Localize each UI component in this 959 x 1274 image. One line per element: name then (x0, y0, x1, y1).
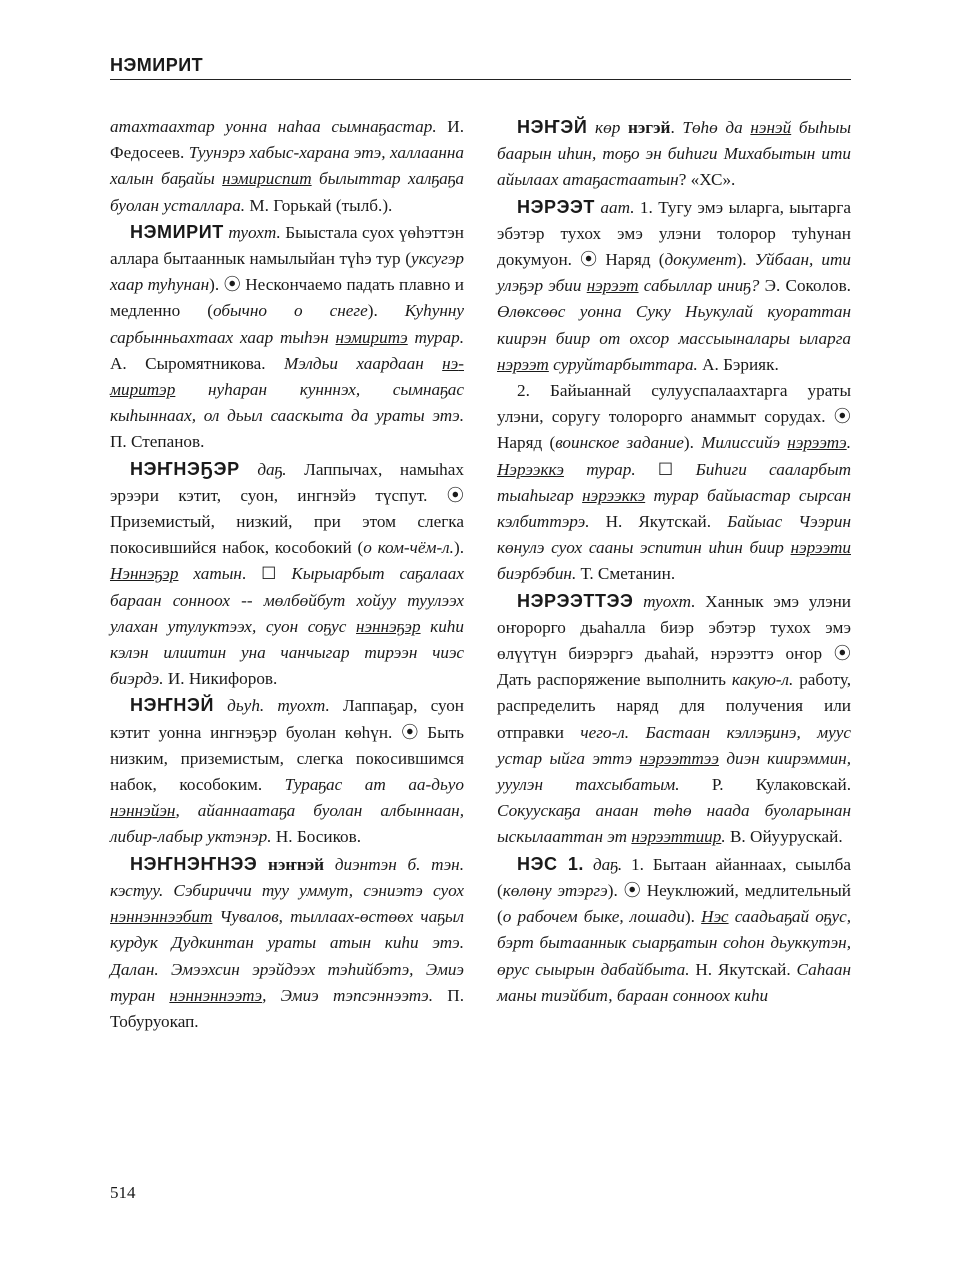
left-column (110, 114, 464, 1035)
headword: НЭҤНЭҤНЭЭ (130, 853, 258, 874)
entry-continuation: атахтаахтар уонна наһаа сымнаҕастар. И. Федосеев. Туунэрэ хабыс-харана этэ, халлааннa халын баҕайы нэмириспит былыттар халҕаҕа буолан усталлара. М. Горькай (тылб.). (110, 117, 465, 215)
headword: НЭРЭЭТ (517, 196, 596, 217)
entry-nes: НЭС 1. даҕ. 1. Бытаан айаннаах, сыылба (көлөну этэргэ). ⦿ Неуклюжий, медлительный (о рабочем быке, лошади). Нэс саадьаҕай оҕус, бэрт бытааннык сыарҕатын соһон дьуккутэн, өрус сыырын дабайбыта. Н. Якутскай. Саһаан маны тиэйбит, бараан сонноох киһи (497, 853, 851, 1005)
entry-nengnei: НЭҤНЭЙ дьуһ. туохт. Лаппаҕар, суон кэтит уонна ингнэҕэр буолан көһүн. ⦿ Быть низким, приземистым, слегка покосившимся набок, кособоким. Тураҕас ат аа-дьуо нэннэйэн, айаннаатаҕа буолан албыннаан, либир-лабыр уктэнэр. Н. Босиков. (110, 695, 464, 847)
headword: НЭҤНЭЙ (130, 695, 214, 716)
header-rule (110, 79, 851, 80)
entry-nengei: НЭҤЭЙ көр нэгэй. Төһө да нэнэй быһыы баарын иһин, тоҕо эн биһиги Михабытын ити айылаах атаҕастаатын? «ХС». (497, 117, 852, 190)
headword: НЭҤНЭҔЭР (130, 458, 240, 479)
entry-nereettee: НЭРЭЭТТЭЭ туохт. Ханнык эмэ улэни оҥорорго дьаһалла биэр эбэтэр тухох эмэ өлүүтүн биэрэргэ дьаһай, нэрээттэ оҥор ⦿ Дать распоряжение выполнить какую-л. работу, распределить наряд для получения или отправки чего-л. Бастаан кэллэҕинэ, муус устар ыйга эттэ нэрээттээ диэн киирэммин, ууулэн тахсыбатым. Р. Кулаковскай. Сокуускаҕа анаан төһө наада буоларынан ыскылааттан эт нэрээттиир. В. Ойуурускай. (497, 590, 852, 847)
headword: НЭС 1. (517, 853, 585, 874)
headword: НЭРЭЭТТЭЭ (517, 590, 634, 611)
page-number: 514 (110, 1183, 136, 1202)
entry-nereet-sense-2: 2. Байыаннай сулууспалаахтарга ураты улэни, соругу толорорго анаммыт сорудах. ⦿ Наряд (воинское задание). Милиссийэ нэрээтэ. Нэрээккэ турар. ☐ Биһиги сааларбыт тыаһыгар нэрээккэ турар байыастар сырсан кэлбиттэрэ. Н. Якутскай. Байыас Чээрин көнулэ суох сааны эспитин иһин биир нэрээти биэрбэбин. Т. Сметанин. (497, 381, 852, 584)
entry-nereet: НЭРЭЭТ аат. 1. Тугу эмэ ыларга, ыытарга эбэтэр тухох эмэ улэни толорор туһунан докумуон. ⦿ Наряд (документ). Уйбаан, ити улэҕэр эбии нэрээт сабыллар иниҕ? Э. Соколов. Өлөксөөс уонна Суку Ньукулай куораттан киирэн биир от охсор массыыналары ыларга нэрээт суруйтарбыттара. А. Бэрияк. (497, 196, 852, 374)
running-head: НЭМИРИТ (110, 55, 204, 75)
entry-nengnengnee: НЭҤНЭҤНЭЭ нэҥнэй диэнтэн б. тэн. кэстуу. Сэбириччи туу уммут, сэниэтэ суох нэннэннээбит Чувалов, тыллаах-өстөөх чаҕыл курдук Дудкинтан ураты атын киһи этэ. Далан. Эмээхсин эрэйдээх тэһийбэтэ, Эмиэ туран нэннэннээтэ, Эмиэ тэпсэннээтэ. П. Тобуруокап. (110, 853, 464, 1031)
right-column (497, 114, 851, 1009)
headword: НЭҤЭЙ (517, 117, 588, 137)
entry-nengneger: НЭҤНЭҔЭР даҕ. Лаппычах, намыһах эрээри кэтит, суон, ингнэйэ түспут. ⦿ Приземистый, низкий, при этом слегка покосившийся набок, кособокий (о ком-чём-л.). Нэннэҕэр хатын. ☐ Кырыарбыт саҕалаах бараан сонноох -- мөлбөйбут хойуу туулээх улахан утулуктээх, суон соҕус нэннэҕэр киһи кэлэн илиитин уна чанчыгар тирээн чиэс биэрдэ. И. Никифоров. (110, 458, 464, 689)
headword: НЭМИРИТ (130, 221, 224, 242)
entry-nemirit: НЭМИРИТ туохт. Быыстала суох үөһэттэн аллара бытааннык намылыйан түһэ тур (уксугэр хаар туһунан). ⦿ Нескончаемо падать плавно и медленно (обычно о снеге). Куһуннy сарбынньахтаах хаар тыһэн нэмиритэ турар. А. Сыромятникова. Мэлдьи хаардаан нэмиритэр нуһаран кунннэх, сымнаҕас кыһыннаах, ол дьыл сааскыта да ураты этэ. П. Степанов. (110, 221, 465, 452)
